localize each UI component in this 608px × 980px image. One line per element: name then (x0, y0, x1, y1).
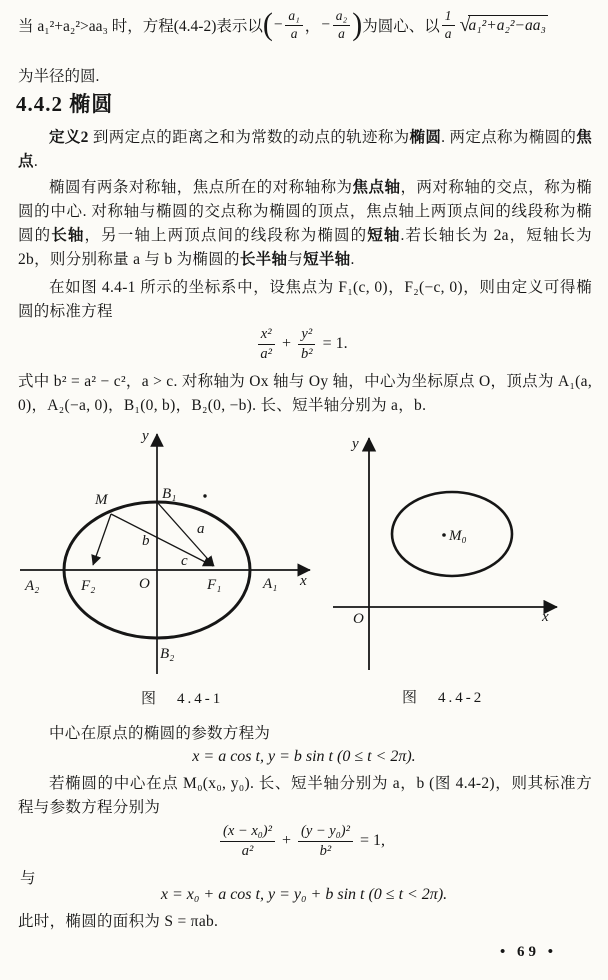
definition-2-paragraph (18, 126, 592, 174)
figure-4-4-2 (323, 426, 579, 676)
origin-label: O (139, 576, 150, 592)
fraction-denominator: a (444, 25, 452, 41)
radicand: a₁²+a₂²−aa₃ (468, 17, 546, 35)
parametric-equation-2: x = x₀ + a cos t, y = y₀ + b sin t (0 ≤ t < 2π). (160, 886, 448, 903)
axes-bold-focal-axis: 焦点轴 (352, 179, 401, 196)
right-paren: ) (352, 7, 363, 43)
fraction-numerator: x² (258, 325, 275, 344)
comma: ， (304, 18, 321, 36)
def2-run-3: . (33, 153, 38, 170)
focal-distance-c-label: c (181, 553, 188, 569)
fraction-y-shift (298, 822, 353, 859)
def2-bold-focus: 焦点 (18, 129, 592, 170)
fraction-denominator: a² (260, 345, 272, 362)
shifted-standard-equation (0, 818, 608, 864)
radical-sign: √ (459, 13, 471, 36)
intro-formula-line (18, 8, 602, 43)
minus-sign: − (272, 16, 284, 34)
conjunction-yu: 与 (20, 870, 36, 887)
y-axis-label: y (352, 436, 359, 452)
axes-bold-major-axis: 长轴 (51, 227, 85, 244)
fraction-a2-over-a (333, 8, 350, 43)
center-point-dot (442, 533, 446, 537)
shifted-center-paragraph: 若椭圆的中心在点 M₀(x₀, y₀). 长、短半轴分别为 a，b (图 4.4-2)，则其标准方程与参数方程分别为 (18, 775, 592, 816)
section-heading: 4.4.2 椭圆 (16, 92, 114, 116)
minus-sign: − (320, 16, 331, 34)
vertex-A1-label: A₁ (263, 576, 278, 592)
left-paren: ( (262, 7, 273, 43)
x-axis-label: x (542, 609, 549, 625)
fraction-x-shift (220, 822, 275, 859)
axes-run-3: ，另一轴上两顶点间的线段称为椭圆的 (84, 227, 368, 244)
plus-sign: + (281, 335, 291, 352)
intro-segment-2: 为圆心、以 (362, 18, 440, 36)
parametric-intro-paragraph: 中心在原点的椭圆的参数方程为 (49, 725, 271, 742)
axes-run-1: 椭圆有两条对称轴，焦点所在的对称轴称为 (49, 179, 353, 196)
y-axis-label: y (142, 428, 149, 444)
def2-bold-ellipse: 椭圆 (409, 129, 442, 146)
intro-line-2: 为半径的圆. (18, 68, 100, 85)
fraction-x2-over-a2 (257, 325, 275, 362)
equals-one: = 1. (322, 335, 348, 352)
segment-M-to-F2 (93, 514, 111, 565)
focus-F1-label: F₁ (207, 577, 222, 593)
figure-4-4-1 (4, 424, 324, 684)
x-axis-label: x (300, 573, 307, 589)
coordinate-paragraph: 在如图 4.4-1 所示的坐标系中，设焦点为 F₁(c, 0)，F₂(−c, 0)，则由定义可得椭圆的标准方程 (18, 279, 592, 320)
fraction-denominator: b² (319, 842, 332, 859)
def2-run-2: . 两定点称为椭圆的 (441, 129, 577, 146)
standard-equation (0, 322, 608, 366)
fraction-denominator: a² (241, 842, 254, 859)
fraction-numerator: a₁ (285, 8, 302, 26)
axes-run-6: . (350, 251, 355, 268)
vertex-A2-label: A₂ (25, 578, 40, 594)
axes-bold-semi-minor: 短半轴 (303, 251, 351, 268)
fraction-numerator: (x − x₀)² (220, 822, 275, 841)
focus-F2-label: F₂ (81, 578, 96, 594)
intro-segment-1: 当 a₁²+a₂²>aa₃ 时，方程(4.4-2)表示以 (18, 18, 263, 36)
vertex-B2-label: B₂ (160, 646, 175, 662)
fraction-denominator: a (290, 25, 298, 41)
figure-2-caption: 图 4.4-2 (402, 690, 485, 706)
fraction-numerator: a₂ (333, 8, 350, 26)
stray-dot (203, 494, 206, 497)
area-paragraph: 此时，椭圆的面积为 S = πab. (18, 913, 219, 930)
fraction-numerator: y² (298, 325, 315, 344)
origin-label: O (353, 611, 364, 627)
def2-run-1: 到两定点的距离之和为常数的动点的轨迹称为 (88, 129, 410, 146)
fraction-denominator: b² (301, 345, 313, 362)
figure-1-caption: 图 4.4-1 (141, 691, 224, 707)
page-number: • 69 • (500, 944, 558, 960)
where-paragraph: 式中 b² = a² − c²，a > c. 对称轴为 Ox 轴与 Oy 轴，中心为坐标原点 O，顶点为 A₁(a, 0)，A₂(−a, 0)，B₁(0, b)，B₂(0, −b). 长、短半轴分别为 a，b. (18, 373, 592, 414)
parametric-equation-1: x = a cos t, y = b sin t (0 ≤ t < 2π). (192, 748, 416, 765)
fraction-numerator: 1 (442, 8, 455, 26)
center-M0-label: M₀ (449, 528, 467, 544)
axes-bold-semi-major: 长半轴 (239, 251, 288, 268)
semi-minor-b-label: b (142, 533, 150, 549)
axes-run-2: ，两对称轴的交点，称为椭圆的中心. 对称轴与椭圆的交点称为椭圆的顶点，焦点轴上两顶点间的线段称为椭圆的 (18, 179, 592, 244)
axes-run-4: .若长轴长为 2a，短轴长为 2b，则分别称量 a 与 b 为椭圆的 (18, 227, 592, 268)
axes-paragraph (18, 176, 592, 272)
fraction-denominator: a (338, 25, 345, 41)
semi-major-a-label: a (197, 521, 205, 537)
fraction-a1-over-a (285, 8, 302, 43)
fraction-1-over-a (442, 8, 455, 43)
definition-label: 定义2 (49, 129, 89, 146)
axes-run-5: 与 (287, 251, 304, 268)
plus-sign: + (281, 832, 291, 849)
equals-one: = 1, (359, 832, 385, 849)
point-M-label: M (95, 492, 108, 508)
fraction-y2-over-b2 (298, 325, 316, 362)
axes-bold-minor-axis: 短轴 (367, 227, 401, 244)
fraction-numerator: (y − y₀)² (298, 822, 353, 841)
vertex-B1-label: B₁ (162, 486, 177, 502)
